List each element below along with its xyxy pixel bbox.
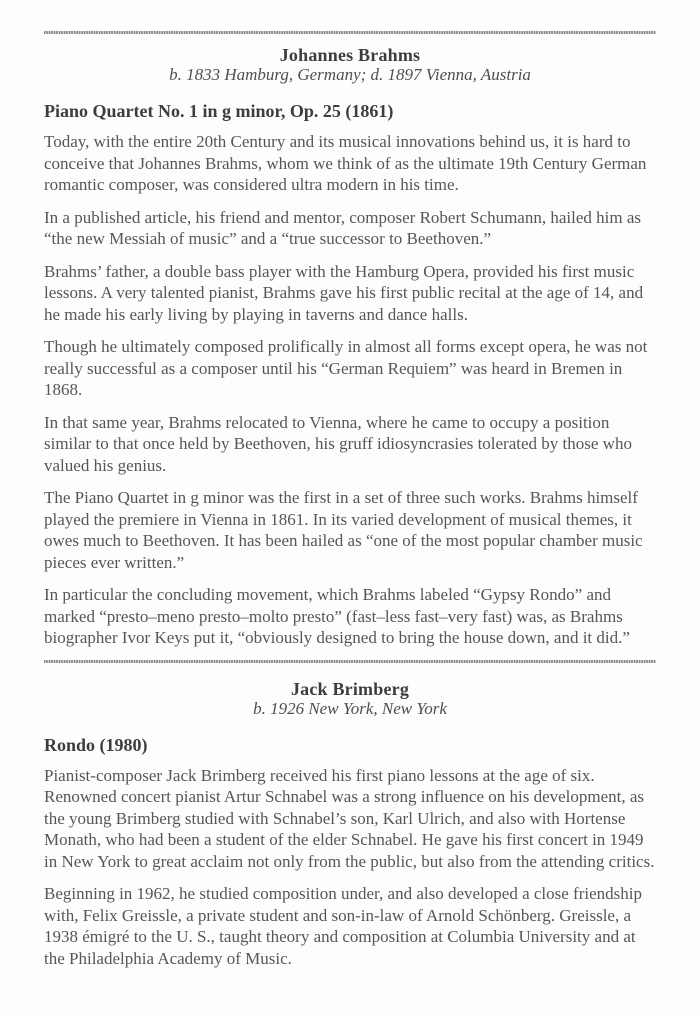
composer-header-brahms <box>44 45 656 85</box>
composer-dates: b. 1926 New York, New York <box>253 698 447 718</box>
paragraph: In that same year, Brahms relocated to Vienna, where he came to occupy a position similar to that once held by Beethoven, his gruff idiosyncrasies tolerated by those who valued his genius. <box>44 412 632 475</box>
composer-name: Jack Brimberg <box>290 678 410 699</box>
paragraph: In particular the concluding movement, which Brahms labeled “Gypsy Rondo” and marked “presto–meno presto–molto presto” (fast–less fast–very fast) was, as Brahms biographer Ivor Keys put it, “obviously designed to bring the house down, and it did.” <box>44 585 630 647</box>
paragraph: In a published article, his friend and mentor, composer Robert Schumann, hailed him as “the new Messiah of music” and a “true successor to Beethoven.” <box>44 207 642 248</box>
paragraph: The Piano Quartet in g minor was the first in a set of three such works. Brahms himself played the premiere in Vienna in 1861. In its varied development of musical themes, it owes much to Beethoven. It has been hailed as “one of the most popular chamber music pieces ever written.” <box>44 488 643 572</box>
composer-header-brimberg <box>44 679 656 719</box>
section-divider <box>44 660 656 663</box>
work-title: Piano Quartet No. 1 in g minor, Op. 25 (1861) <box>44 101 394 121</box>
composer-name: Johannes Brahms <box>279 45 421 65</box>
section-divider <box>44 31 656 34</box>
paragraph: Brahms’ father, a double bass player with the Hamburg Opera, provided his first music lessons. A very talented pianist, Brahms gave his first public recital at the age of 14, and he made his early living by playing in taverns and dance halls. <box>44 261 644 324</box>
composer-dates: b. 1833 Hamburg, Germany; d. 1897 Vienna, Austria <box>169 65 531 84</box>
paragraph: Though he ultimately composed prolifically in almost all forms except opera, he was not really successful as a composer until his “German Requiem” was heard in Bremen in 1868. <box>44 337 648 399</box>
paragraph: Beginning in 1962, he studied composition under, and also developed a close friendship with, Felix Greissle, a private student and son-in-law of Arnold Schönberg. Greissle, a 1938 émigré to the U. S., taught theory and composition at Columbia University and at the Philadelphia Academy of Music. <box>44 884 642 968</box>
paragraph: Pianist-composer Jack Brimberg received his first piano lessons at the age of six. Renowned concert pianist Artur Schnabel was a strong influence on his development, as the young Brimberg studied with Schnabel’s son, Karl Ulrich, and also with Hortense Monath, who had been a student of the elder Schnabel. He gave his first concert in 1949 in New York to great acclaim not only from the public, but also from the attending critics. <box>44 765 655 871</box>
work-title: Rondo (1980) <box>44 734 148 755</box>
paragraph: Today, with the entire 20th Century and its musical innovations behind us, it is hard to conceive that Johannes Brahms, whom we think of as the ultimate 19th Century German romantic composer, was considered ultra modern in his time. <box>44 132 647 194</box>
